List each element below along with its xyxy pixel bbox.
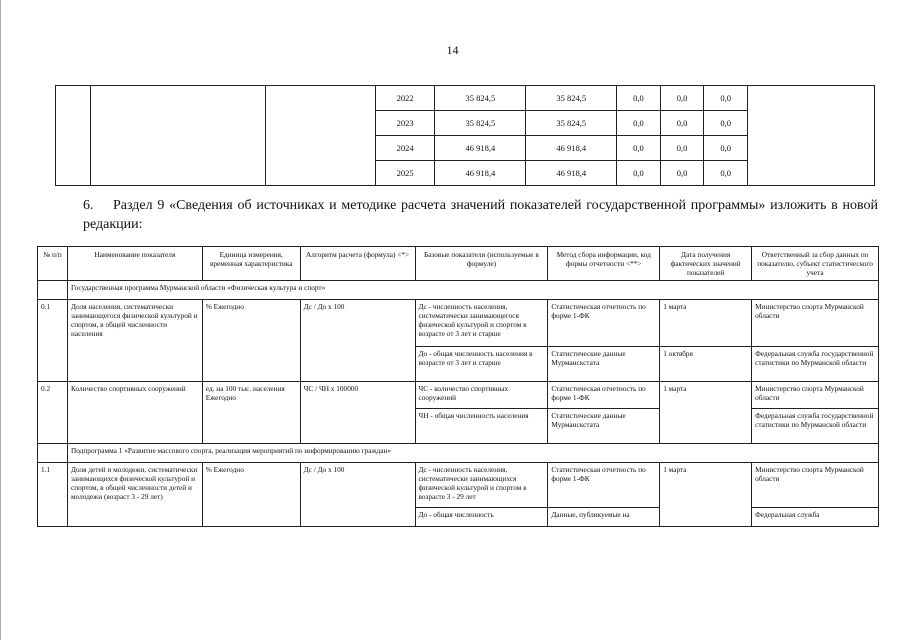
table-row: 2022 35 824,5 35 824,5 0,0 0,0 0,0 [56,86,875,111]
table-header-row [38,247,879,281]
paragraph-number: 6. [83,198,94,213]
section-row [38,281,879,300]
col-name-header: Наименование показателя [67,247,202,281]
section-title: Подпрограмма 1 «Развитие массового спорта, реализация мероприятий по информированию граждан» [67,444,878,463]
funding-table [55,85,875,186]
table-row: До - общая численность населения в возрасте от 3 лет и старше Статистические данные Мурманскстата 1 октября Федеральная служба государственной статистики по Мурманской области [38,347,879,382]
page-number: 14 [446,43,459,57]
table-row: 2024 46 918,4 46 918,4 0,0 0,0 0,0 [56,136,875,161]
col-date-header: Дата получения фактических значений показателей [660,247,752,281]
table-row: ЧН - общая численность населения Статистические данные Мурманскстата [38,409,879,444]
table-row: 1.1 Доля детей и молодежи, систематически занимающихся физической культурой и спортом, в общей численности детей и молодежи (возраст 3 - 29 лет) % Ежегодно Дс / До х 100 Дс - численность населения, систематически занимающихся физической культурой и спортом в возрасте 3 - 29 лет Статистическая отчетность по форме 1-ФК 1 марта Министерство спорта Мурманской области [38,463,879,508]
amendment-paragraph [83,196,878,234]
col-unit-header: Единица измерения, временная характеристика [202,247,300,281]
paragraph-text: Раздел 9 «Сведения об источниках и методике расчета значений показателей государственной программы» изложить в новой редакции: [83,198,878,232]
table-row: 2023 35 824,5 35 824,5 0,0 0,0 0,0 [56,111,875,136]
col-method-header: Метод сбора информации, код формы отчетности <**> [548,247,660,281]
year-cell: 2022 [376,86,435,111]
col-number-header: № п/п [38,247,68,281]
page-edge [0,0,1,640]
col-formula-header: Алгоритм расчета (формула) <*> [300,247,415,281]
table-row: 0.2 Количество спортивных сооружений ед. на 100 тыс. населения Ежегодно ЧС / ЧН х 100000 ЧС - количество спортивных сооружений Статистическая отчетность по форме 1-ФК 1 марта Министерство спорта Мурманской области [38,382,879,409]
section-title: Государственная программа Мурманской области «Физическая культура и спорт» [67,281,878,300]
table-row: 2025 46 918,4 46 918,4 0,0 0,0 0,0 [56,161,875,186]
table-row: До - общая численность Данные, публикуемые на Федеральная служба [38,508,879,527]
table-row: 0.1 Доля населения, систематически занимающегося физической культурой и спортом, в общей численности населения % Ежегодно Дс / До х 100 Дс - численность населения, систематически занимающегося физической культурой и спортом в возрасте от 3 лет и старше Статистическая отчетность по форме 1-ФК 1 марта Министерство спорта Мурманской области [38,300,879,347]
section-row [38,444,879,463]
indicators-table: № п/п Наименование показателя Единица измерения, временная характеристика Алгоритм расчета (формула) <*> Базовые показатели (используемые в формуле) Метод сбора информации, код формы отчетности <**> Дата получения фактических значений показателей Ответственный за сбор данных по показателю, субъект статистического учета Государственная программа Мурманской области «Физическая культура и спорт» 0.1 Доля населения, систематически занимающегося физической культурой и спортом, в общей численности населения % Ежегодно Дс / До х 100 Дс - численность населения, систематически занимающегося физической культурой и спортом в возрасте от 3 лет и старше Статистическая отчетность по форме 1-ФК 1 марта Министерство спорта Мурманской области До - общая численность населения в возрасте от 3 лет и старше Статистические данные Мурманскстата 1 октября Федеральная служба государственной статистики по Мурманской области 0.2 Количество спортивных сооружений ед. на 100 тыс. населения Ежегодно ЧС / ЧН х 100000 ЧС - количество спортивных сооружений Статистическая отчетность по форме 1-ФК 1 марта Министерство спорта Мурманской области Федеральная служба государственной статистики по Мурманской области ЧН - общая численность населения Статистические данные Мурманскстата Подпрограмма 1 «Развитие массового спорта, реализация мероприятий по информированию граждан» 1.1 Доля детей и молодежи, систематически занимающихся физической культурой и спортом, в общей численности детей и молодежи (возраст 3 - 29 лет) % Ежегодно Дс / До х 100 Дс - численность населения, систематически занимающихся физической культурой и спортом в возрасте 3 - 29 лет Статистическая отчетность по форме 1-ФК 1 марта Министерство спорта Мурманской области До - общая численность Данные, публикуемые на Федеральная служба [37,246,879,527]
col-base-header: Базовые показатели (используемые в формуле) [415,247,548,281]
col-responsible-header: Ответственный за сбор данных по показателю, субъект статистического учета [752,247,879,281]
